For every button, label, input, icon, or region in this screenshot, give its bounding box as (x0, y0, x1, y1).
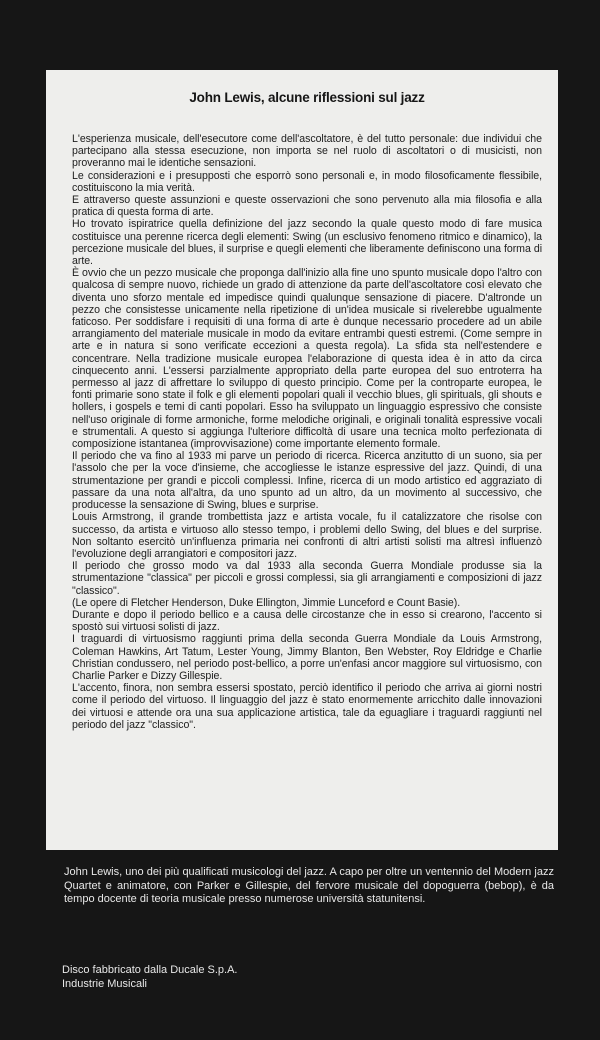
article-paragraph: E attraverso queste assunzioni e queste osservazioni che sono pervenuto alla mia filosofia e alla pratica di questa forma di arte. (72, 194, 542, 219)
liner-notes-panel (46, 70, 558, 850)
article-paragraph: Le considerazioni e i presupposti che esporrò sono personali e, in modo filosoficamente flessibile, costituiscono la mia verità. (72, 169, 542, 194)
manufacturer-credits (62, 963, 237, 991)
article-paragraph: È ovvio che un pezzo musicale che proponga dall'inizio alla fine uno spunto musicale dopo l'altro con qualcosa di sempre nuovo, richiede un grado di attenzione da parte dell'ascoltatore così elevato che diventa uno sforzo mentale ed impedisce quindi qualunque sensazione di piacere. D'altronde un pezzo che consistesse unicamente nella ripetizione di un'idea musicale si rivelerebbe ugualmente faticoso. Per soddisfare i requisiti di una forma di arte è dunque necessario procedere ad un abile arrangiamento del materiale musicale in modo da evitare entrambi questi estremi. (Come sempre in arte e in natura si sono verificate eccezioni a questa regola). La sfida sta nell'estendere e concentrare. Nella tradizione musicale europea l'elaborazione di questa idea è in atto da circa cinquecento anni. L'essersi parzialmente appropriato della parte europea del suo entroterra ha permesso al jazz di affrettare lo sviluppo di questo principio. Come per la controparte europea, le fonti primarie sono state il folk e gli elementi popolari quali il vecchio blues, gli spirituals, gli shouts e hollers, i gospels e temi di canti popolari. Esso ha sviluppato un linguaggio espressivo che consiste nell'uso originale di forme armoniche, forme melodiche originali, e originali tonalità espressive vocali e strumentali. A questo si aggiunga l'ulteriore difficoltà di usare una tecnica molto perfezionata di composizione istantanea (improvvisazione) come importante elemento formale. (72, 267, 542, 451)
credits-line-manufacturer: Disco fabbricato dalla Ducale S.p.A. (62, 964, 238, 976)
credits-line-label: Industrie Musicali (62, 978, 147, 990)
article-paragraph: (Le opere di Fletcher Henderson, Duke Ellington, Jimmie Lunceford e Count Basie). (72, 596, 461, 609)
article-paragraph: Louis Armstrong, il grande trombettista jazz e artista vocale, fu il catalizzatore che risolse con successo, da artista e virtuoso allo stesso tempo, i problemi dello Swing, del blues e del surprise. Non soltanto esercitò un'influenza primaria nei confronti di altri artisti solisti ma altresì influenzò l'evoluzione degli arrangiatori e compositori jazz. (72, 511, 542, 560)
article-paragraph: Durante e dopo il periodo bellico e a causa delle circostanze che in esso si crearono, l'accento si spostò sui virtuosi solisti di jazz. (72, 608, 542, 634)
author-caption: John Lewis, uno dei più qualificati musicologi del jazz. A capo per oltre un ventennio del Modern jazz Quartet e animatore, con Parker e Gillespie, del fervore musicale del dopoguerra (bebop), è da tempo docente di teoria musicale presso numerose università statunitensi. (64, 866, 554, 906)
article-paragraph: Il periodo che va fino al 1933 mi parve un periodo di ricerca. Ricerca anzitutto di un suono, sia per l'assolo che per la voce d'insieme, che accogliesse le istanze espressive del jazz. Quindi, di una strumentazione per grandi e piccoli complessi. Infine, ricerca di un modo artistico ed aggraziato di passare da una nota all'altra, da uno spunto ad un altro, da un movimento al successivo, che producesse la sensazione di Swing, blues e surprise. (72, 450, 542, 512)
article-paragraph: Il periodo che grosso modo va dal 1933 alla seconda Guerra Mondiale produsse sia la strumentazione "classica" per piccoli e grossi complessi, sia gli arrangiamenti e composizioni di jazz "classico". (72, 560, 542, 597)
article-body (72, 133, 542, 731)
article-paragraph: Ho trovato ispiratrice quella definizione del jazz secondo la quale questo modo di fare musica costituisce una perenne ricerca degli elementi: Swing (un esclusivo fenomeno ritmico e dinamico), la percezione musicale del blues, il surprise e quegli elementi che liberamente definiscono una forma di arte. (72, 218, 542, 268)
article-paragraph: L'esperienza musicale, dell'esecutore come dell'ascoltatore, è del tutto personale: due individui che partecipano alla stessa esecuzione, non importa se nel ruolo di ascoltatori o di musicisti, non proveranno mai le identiche sensazioni. (72, 133, 542, 170)
article-title: John Lewis, alcune riflessioni sul jazz (189, 90, 425, 105)
article-paragraph: L'accento, finora, non sembra essersi spostato, perciò identifico il periodo che arriva ai giorni nostri come il periodo del virtuoso. Il linguaggio del jazz è stato enormemente arricchito dalle innovazioni dei virtuosi e attende ora una sua applicazione artistica, tale da eguagliare i traguardi raggiunti nel periodo del jazz "classico". (72, 682, 542, 731)
article-paragraph: I traguardi di virtuosismo raggiunti prima della seconda Guerra Mondiale da Louis Armstrong, Coleman Hawkins, Art Tatum, Lester Young, Jimmy Blanton, Ben Webster, Roy Eldridge e Charlie Christian condussero, nel periodo post-bellico, a porre un'enfasi ancor maggiore sul virtuosismo, con Charlie Parker e Dizzy Gillespie. (72, 633, 542, 682)
